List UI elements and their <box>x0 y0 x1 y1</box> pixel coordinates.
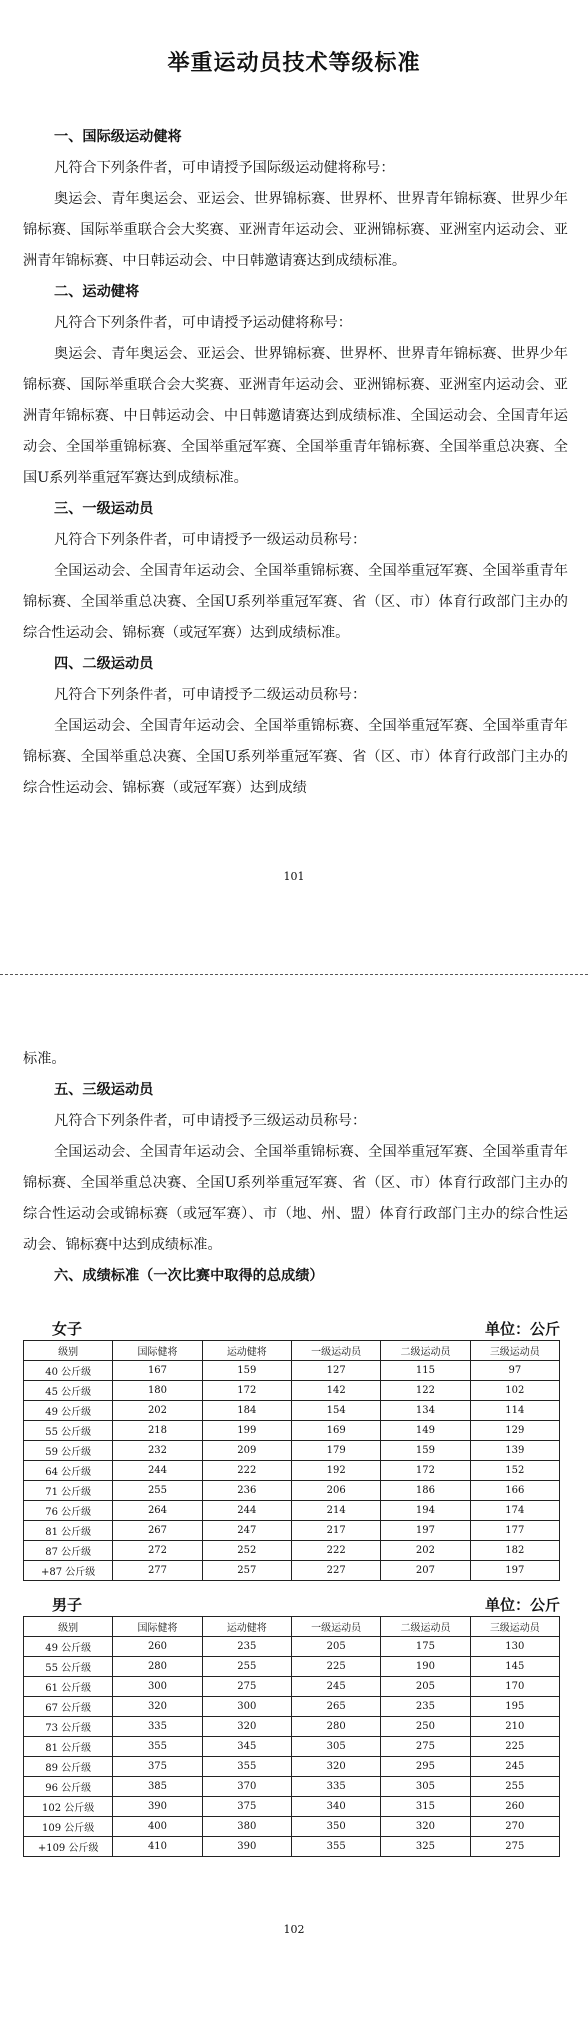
table-cell: 114 <box>470 1401 559 1421</box>
table-cell: 152 <box>470 1461 559 1481</box>
table-cell: 177 <box>470 1521 559 1541</box>
table-cell: 315 <box>381 1797 470 1817</box>
table-cell: 45 公斤级 <box>24 1381 113 1401</box>
table-cell: 214 <box>291 1501 380 1521</box>
table-cell: 192 <box>291 1461 380 1481</box>
table-cell: 320 <box>381 1817 470 1837</box>
table-row <box>24 1797 560 1817</box>
table-cell: 300 <box>113 1677 202 1697</box>
table-row <box>24 1441 560 1461</box>
table-cell: 250 <box>381 1717 470 1737</box>
table-cell: 55 公斤级 <box>24 1657 113 1677</box>
table-cell: 102 公斤级 <box>24 1797 113 1817</box>
table-cell: 55 公斤级 <box>24 1421 113 1441</box>
table-cell: 236 <box>202 1481 291 1501</box>
table-cell: 277 <box>113 1561 202 1581</box>
table-cell: 205 <box>381 1677 470 1697</box>
table-cell: 96 公斤级 <box>24 1777 113 1797</box>
table-cell: 217 <box>291 1521 380 1541</box>
column-header: 三级运动员 <box>470 1617 559 1637</box>
table-cell: 320 <box>113 1697 202 1717</box>
table-cell: 270 <box>470 1817 559 1837</box>
table-cell: 225 <box>470 1737 559 1757</box>
table-row <box>24 1777 560 1797</box>
table-header-row <box>24 1341 560 1361</box>
table-cell: 197 <box>381 1521 470 1541</box>
column-header: 国际健将 <box>113 1617 202 1637</box>
table-cell: 172 <box>381 1461 470 1481</box>
table-cell: 257 <box>202 1561 291 1581</box>
table-cell: 186 <box>381 1481 470 1501</box>
table-cell: 170 <box>470 1677 559 1697</box>
column-header: 一级运动员 <box>291 1341 380 1361</box>
column-header: 级别 <box>24 1617 113 1637</box>
table-cell: 335 <box>113 1717 202 1737</box>
section-intro: 凡符合下列条件者，可申请授予国际级运动健将称号： <box>54 160 395 176</box>
table-row <box>24 1737 560 1757</box>
table-cell: 109 公斤级 <box>24 1817 113 1837</box>
table-cell: 199 <box>202 1421 291 1441</box>
table-cell: 227 <box>291 1561 380 1581</box>
table-cell: 145 <box>470 1657 559 1677</box>
table-cell: 195 <box>470 1697 559 1717</box>
table-cell: 159 <box>381 1441 470 1461</box>
table-cell: 232 <box>113 1441 202 1461</box>
table-row <box>24 1817 560 1837</box>
table-cell: 59 公斤级 <box>24 1441 113 1461</box>
table-cell: 209 <box>202 1441 291 1461</box>
men-table-caption <box>52 1594 560 1615</box>
continuation-text: 标准。 <box>23 1051 66 1067</box>
table-cell: 260 <box>113 1637 202 1657</box>
table-header-row <box>24 1617 560 1637</box>
table-cell: 73 公斤级 <box>24 1717 113 1737</box>
table-cell: 139 <box>470 1441 559 1461</box>
column-header: 级别 <box>24 1341 113 1361</box>
section-intro: 凡符合下列条件者，可申请授予二级运动员称号： <box>54 687 367 703</box>
table-cell: 172 <box>202 1381 291 1401</box>
table-cell: 115 <box>381 1361 470 1381</box>
table-cell: 244 <box>202 1501 291 1521</box>
men-standards-table <box>23 1616 560 1857</box>
table-cell: 159 <box>202 1361 291 1381</box>
women-label: 女子 <box>52 1320 83 1338</box>
table-cell: 295 <box>381 1757 470 1777</box>
women-standards-table <box>23 1340 560 1581</box>
table-cell: 67 公斤级 <box>24 1697 113 1717</box>
column-header: 一级运动员 <box>291 1617 380 1637</box>
table-cell: 235 <box>381 1697 470 1717</box>
table-row <box>24 1717 560 1737</box>
table-cell: 87 公斤级 <box>24 1541 113 1561</box>
table-cell: 179 <box>291 1441 380 1461</box>
section-body: 奥运会、青年奥运会、亚运会、世界锦标赛、世界杯、世界青年锦标赛、世界少年锦标赛、国际举重联合会大奖赛、亚洲青年运动会、亚洲锦标赛、亚洲室内运动会、亚洲青年锦标赛、中日韩运动会、中日韩邀请赛达到成绩标准。 <box>23 191 568 269</box>
table-cell: 130 <box>470 1637 559 1657</box>
column-header: 二级运动员 <box>381 1617 470 1637</box>
table-cell: 175 <box>381 1637 470 1657</box>
table-cell: 190 <box>381 1657 470 1677</box>
table-cell: 320 <box>291 1757 380 1777</box>
table-cell: 184 <box>202 1401 291 1421</box>
table-cell: 81 公斤级 <box>24 1737 113 1757</box>
results-heading: 六、成绩标准（一次比赛中取得的总成绩） <box>54 1268 324 1284</box>
table-cell: 225 <box>291 1657 380 1677</box>
section-body: 全国运动会、全国青年运动会、全国举重锦标赛、全国举重冠军赛、全国举重青年锦标赛、全国举重总决赛、全国U系列举重冠军赛、省（区、市）体育行政部门主办的综合性运动会、锦标赛（或冠军赛）达到成绩 <box>23 718 568 796</box>
table-cell: 267 <box>113 1521 202 1541</box>
unit-label: 单位：公斤 <box>484 1320 560 1338</box>
table-cell: 380 <box>202 1817 291 1837</box>
table-cell: 280 <box>291 1717 380 1737</box>
section-intro: 凡符合下列条件者，可申请授予一级运动员称号： <box>54 532 367 548</box>
table-cell: 202 <box>113 1401 202 1421</box>
table-cell: 64 公斤级 <box>24 1461 113 1481</box>
table-cell: 375 <box>202 1797 291 1817</box>
table-row <box>24 1697 560 1717</box>
table-row <box>24 1521 560 1541</box>
table-cell: 169 <box>291 1421 380 1441</box>
table-cell: 127 <box>291 1361 380 1381</box>
table-cell: 97 <box>470 1361 559 1381</box>
table-cell: 167 <box>113 1361 202 1381</box>
table-cell: 149 <box>381 1421 470 1441</box>
table-cell: 194 <box>381 1501 470 1521</box>
table-cell: 355 <box>202 1757 291 1777</box>
table-row <box>24 1461 560 1481</box>
document-title: 举重运动员技术等级标准 <box>167 50 421 76</box>
men-label: 男子 <box>52 1596 83 1614</box>
table-cell: 370 <box>202 1777 291 1797</box>
table-cell: 218 <box>113 1421 202 1441</box>
section-intro: 凡符合下列条件者，可申请授予运动健将称号： <box>54 315 352 331</box>
table-cell: 129 <box>470 1421 559 1441</box>
table-cell: 410 <box>113 1837 202 1857</box>
table-cell: 275 <box>381 1737 470 1757</box>
table-cell: 122 <box>381 1381 470 1401</box>
table-cell: 345 <box>202 1737 291 1757</box>
table-row <box>24 1421 560 1441</box>
table-cell: 61 公斤级 <box>24 1677 113 1697</box>
table-cell: 245 <box>470 1757 559 1777</box>
table-cell: 252 <box>202 1541 291 1561</box>
table-cell: 235 <box>202 1637 291 1657</box>
table-cell: 222 <box>291 1541 380 1561</box>
table-row <box>24 1657 560 1677</box>
table-cell: 245 <box>291 1677 380 1697</box>
table-cell: 300 <box>202 1697 291 1717</box>
table-cell: 280 <box>113 1657 202 1677</box>
table-cell: 134 <box>381 1401 470 1421</box>
table-cell: 335 <box>291 1777 380 1797</box>
table-cell: 390 <box>113 1797 202 1817</box>
table-row <box>24 1361 560 1381</box>
table-cell: 390 <box>202 1837 291 1857</box>
table-cell: 207 <box>381 1561 470 1581</box>
table-cell: 265 <box>291 1697 380 1717</box>
table-cell: 247 <box>202 1521 291 1541</box>
table-cell: 400 <box>113 1817 202 1837</box>
section-heading: 三、一级运动员 <box>54 501 154 517</box>
table-cell: 355 <box>113 1737 202 1757</box>
table-cell: 89 公斤级 <box>24 1757 113 1777</box>
table-cell: 182 <box>470 1541 559 1561</box>
table-cell: 81 公斤级 <box>24 1521 113 1541</box>
table-cell: 385 <box>113 1777 202 1797</box>
table-row <box>24 1401 560 1421</box>
column-header: 运动健将 <box>202 1617 291 1637</box>
table-cell: 275 <box>202 1677 291 1697</box>
table-cell: 305 <box>291 1737 380 1757</box>
table-cell: 272 <box>113 1541 202 1561</box>
page-number: 102 <box>283 1923 305 1936</box>
table-cell: 320 <box>202 1717 291 1737</box>
table-cell: 355 <box>291 1837 380 1857</box>
table-cell: 76 公斤级 <box>24 1501 113 1521</box>
table-cell: 260 <box>470 1797 559 1817</box>
column-header: 国际健将 <box>113 1341 202 1361</box>
section-body: 奥运会、青年奥运会、亚运会、世界锦标赛、世界杯、世界青年锦标赛、世界少年锦标赛、国际举重联合会大奖赛、亚洲青年运动会、亚洲锦标赛、亚洲室内运动会、亚洲青年锦标赛、中日韩运动会、中日韩邀请赛达到成绩标准、全国运动会、全国青年运动会、全国举重锦标赛、全国举重冠军赛、全国举重青年锦标赛、全国举重总决赛、全国U系列举重冠军赛达到成绩标准。 <box>23 346 568 486</box>
table-cell: 197 <box>470 1561 559 1581</box>
table-cell: 255 <box>202 1657 291 1677</box>
table-cell: 340 <box>291 1797 380 1817</box>
table-cell: 275 <box>470 1837 559 1857</box>
table-cell: 375 <box>113 1757 202 1777</box>
page-separator <box>0 974 588 975</box>
table-cell: 255 <box>113 1481 202 1501</box>
page-101 <box>0 0 588 932</box>
section-body: 全国运动会、全国青年运动会、全国举重锦标赛、全国举重冠军赛、全国举重青年锦标赛、全国举重总决赛、全国U系列举重冠军赛、省（区、市）体育行政部门主办的综合性运动会或锦标赛（或冠军赛）、市（地、州、盟）体育行政部门主办的综合性运动会、锦标赛中达到成绩标准。 <box>23 1144 568 1253</box>
table-cell: 142 <box>291 1381 380 1401</box>
table-cell: 264 <box>113 1501 202 1521</box>
table-cell: 350 <box>291 1817 380 1837</box>
table-cell: 174 <box>470 1501 559 1521</box>
table-cell: 49 公斤级 <box>24 1637 113 1657</box>
table-row <box>24 1637 560 1657</box>
table-cell: 222 <box>202 1461 291 1481</box>
page-102 <box>0 1020 588 2017</box>
table-cell: 202 <box>381 1541 470 1561</box>
table-cell: 40 公斤级 <box>24 1361 113 1381</box>
table-cell: 206 <box>291 1481 380 1501</box>
table-cell: 71 公斤级 <box>24 1481 113 1501</box>
table-cell: 154 <box>291 1401 380 1421</box>
table-cell: 49 公斤级 <box>24 1401 113 1421</box>
section-heading: 五、三级运动员 <box>54 1082 154 1098</box>
table-row <box>24 1501 560 1521</box>
table-cell: +109 公斤级 <box>24 1837 113 1857</box>
women-table-caption <box>52 1318 560 1339</box>
table-cell: +87 公斤级 <box>24 1561 113 1581</box>
table-row <box>24 1561 560 1581</box>
table-cell: 180 <box>113 1381 202 1401</box>
section-intro: 凡符合下列条件者，可申请授予三级运动员称号： <box>54 1113 367 1129</box>
table-cell: 102 <box>470 1381 559 1401</box>
section-heading: 一、国际级运动健将 <box>54 129 182 145</box>
page1-body <box>23 122 568 804</box>
table-cell: 305 <box>381 1777 470 1797</box>
table-cell: 255 <box>470 1777 559 1797</box>
table-row <box>24 1381 560 1401</box>
table-row <box>24 1481 560 1501</box>
table-row <box>24 1837 560 1857</box>
column-header: 运动健将 <box>202 1341 291 1361</box>
unit-label: 单位：公斤 <box>484 1596 560 1614</box>
table-cell: 325 <box>381 1837 470 1857</box>
table-row <box>24 1541 560 1561</box>
table-row <box>24 1757 560 1777</box>
section-heading: 二、运动健将 <box>54 284 140 300</box>
table-cell: 210 <box>470 1717 559 1737</box>
page2-body <box>23 1044 568 1292</box>
section-heading: 四、二级运动员 <box>54 656 154 672</box>
table-cell: 205 <box>291 1637 380 1657</box>
column-header: 二级运动员 <box>381 1341 470 1361</box>
page-number: 101 <box>283 870 305 883</box>
table-cell: 244 <box>113 1461 202 1481</box>
section-body: 全国运动会、全国青年运动会、全国举重锦标赛、全国举重冠军赛、全国举重青年锦标赛、全国举重总决赛、全国U系列举重冠军赛、省（区、市）体育行政部门主办的综合性运动会、锦标赛（或冠军赛）达到成绩标准。 <box>23 563 568 641</box>
table-row <box>24 1677 560 1697</box>
table-cell: 166 <box>470 1481 559 1501</box>
column-header: 三级运动员 <box>470 1341 559 1361</box>
